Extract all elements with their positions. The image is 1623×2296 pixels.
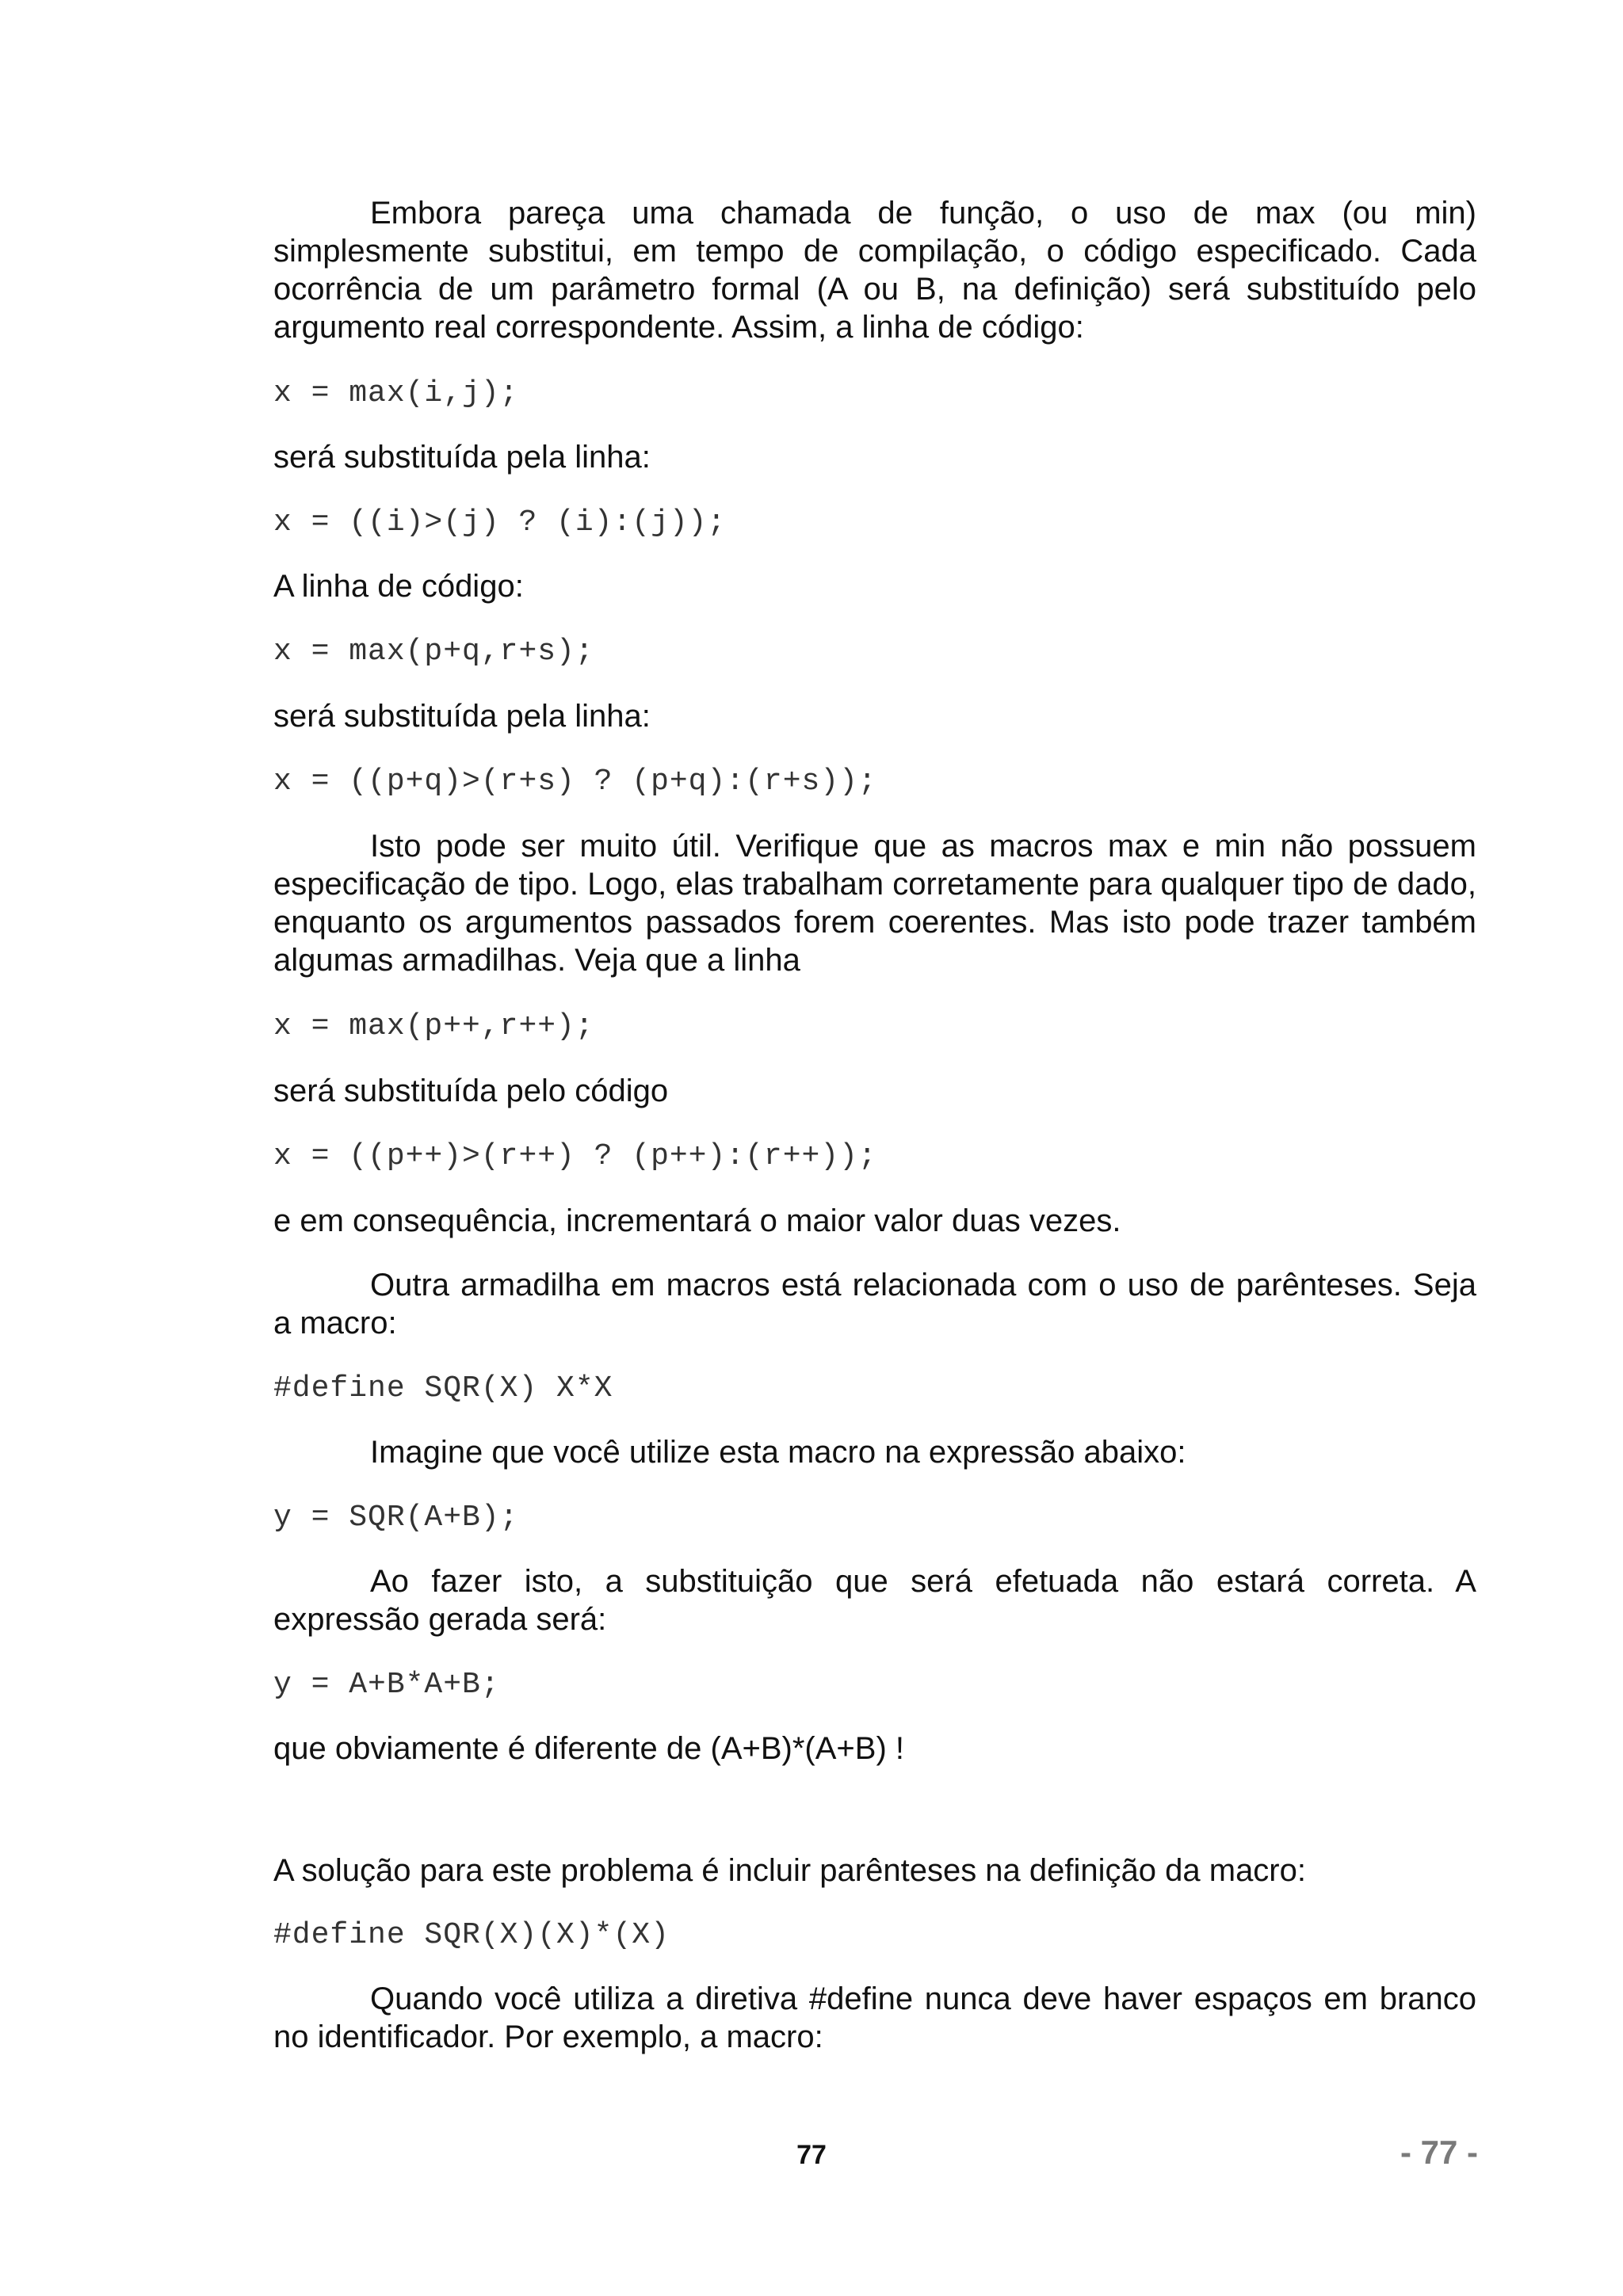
page-number: 77: [796, 2140, 827, 2170]
code-line-expanded-pq-rs: x = ((p+q)>(r+s) ? (p+q):(r+s));: [273, 765, 877, 799]
code-line-define-sqr: #define SQR(X) X*X: [273, 1371, 613, 1405]
code-line-expanded-sqr: y = A+B*A+B;: [273, 1668, 500, 1702]
paragraph-substituted-by-line-1: será substituída pela linha:: [273, 440, 651, 475]
paragraph-incorrect-substitution: Ao fazer isto, a substituição que será efetuada não estará correta. A expressão gerada será:: [273, 1564, 1476, 1637]
paragraph-solution: A solução para este problema é incluir parênteses na definição da macro:: [273, 1853, 1306, 1888]
paragraph-consequence: e em consequência, incrementará o maior valor duas vezes.: [273, 1203, 1121, 1238]
paragraph-obviously-different: que obviamente é diferente de (A+B)*(A+B) !: [273, 1731, 905, 1766]
paragraph-substituted-by-code: será substituída pelo código: [273, 1074, 669, 1108]
code-line-sqr-usage: y = SQR(A+B);: [273, 1501, 519, 1535]
code-line-expanded-increment: x = ((p++)>(r++) ? (p++):(r++));: [273, 1139, 877, 1173]
code-line-define-sqr-fixed: #define SQR(X)(X)*(X): [273, 1918, 670, 1952]
paragraph-max-min-explanation: Embora pareça uma chamada de função, o uso de max (ou min) simplesmente substitui, em tempo de compilação, o código especificado. Cada ocorrência de um parâmetro formal (A ou B, na definição) será substituído pelo argumento real correspondente. Assim, a linha de código:: [273, 196, 1476, 345]
paragraph-code-line: A linha de código:: [273, 569, 524, 604]
paragraph-define-whitespace: Quando você utiliza a diretiva #define nunca deve haver espaços em branco no identificador. Por exemplo, a macro:: [273, 1981, 1476, 2054]
paragraph-imagine-usage: Imagine que você utilize esta macro na expressão abaixo:: [370, 1435, 1186, 1470]
paragraph-useful-macros: Isto pode ser muito útil. Verifique que as macros max e min não possuem especificação de tipo. Logo, elas trabalham corretamente para qualquer tipo de dado, enquanto os argumentos passados forem coerentes. Mas isto pode trazer também algumas armadilhas. Veja que a linha: [273, 829, 1476, 978]
page-number-decorated: - 77 -: [1400, 2134, 1478, 2171]
paragraph-parentheses-trap: Outra armadilha em macros está relacionada com o uso de parênteses. Seja a macro:: [273, 1268, 1476, 1341]
code-line-max-increment: x = max(p++,r++);: [273, 1009, 594, 1043]
code-line-max-pq-rs: x = max(p+q,r+s);: [273, 635, 594, 669]
code-line-max-ij: x = max(i,j);: [273, 376, 519, 410]
code-line-expanded-ij: x = ((i)>(j) ? (i):(j));: [273, 505, 727, 540]
paragraph-substituted-by-line-2: será substituída pela linha:: [273, 699, 651, 734]
